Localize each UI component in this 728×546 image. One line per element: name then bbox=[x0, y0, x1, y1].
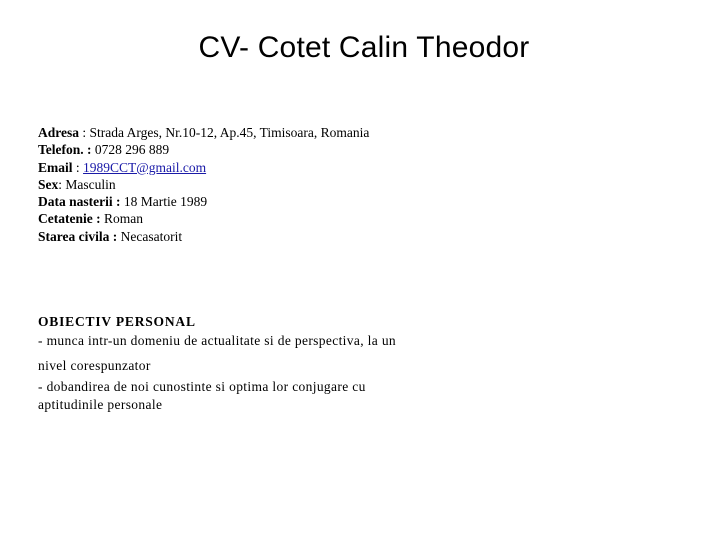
phone-value: 0728 296 889 bbox=[94, 142, 170, 158]
marital-status-row bbox=[38, 228, 678, 245]
phone-label: Telefon. : bbox=[38, 142, 92, 158]
citizenship-row bbox=[38, 210, 678, 227]
sex-label: Sex bbox=[38, 176, 59, 192]
sex-row bbox=[38, 176, 678, 193]
address-separator: : bbox=[79, 125, 90, 140]
marital-status-label: Starea civila : bbox=[38, 228, 118, 244]
objective-heading: OBIECTIV PERSONAL bbox=[38, 314, 196, 329]
birth-date-row bbox=[38, 193, 678, 210]
email-label: Email bbox=[38, 159, 73, 175]
address-value: Strada Arges, Nr.10-12, Ap.45, Timisoara, Romania bbox=[89, 125, 370, 140]
objective-line: - dobandirea de noi cunostinte si optima lor conjugare cu bbox=[38, 379, 366, 394]
address-label: Adresa bbox=[38, 125, 80, 140]
email-link[interactable]: 1989CCT@gmail.com bbox=[83, 159, 207, 175]
address-row bbox=[38, 124, 678, 141]
birth-date-label: Data nasterii : bbox=[38, 194, 121, 210]
marital-status-value: Necasatorit bbox=[120, 228, 183, 244]
objective-line: - munca intr-un domeniu de actualitate si de perspectiva, la un bbox=[38, 333, 397, 348]
sex-value: Masculin bbox=[65, 176, 116, 192]
objective-line: aptitudinile personale bbox=[38, 397, 163, 412]
birth-date-value: 18 Martie 1989 bbox=[123, 194, 208, 210]
objective-line: nivel corespunzator bbox=[38, 358, 151, 373]
citizenship-value: Roman bbox=[103, 211, 143, 227]
email-separator: : bbox=[72, 159, 84, 175]
sex-separator: : bbox=[58, 176, 66, 192]
email-row bbox=[38, 159, 678, 176]
phone-row bbox=[38, 141, 678, 158]
personal-info bbox=[38, 124, 678, 245]
citizenship-label: Cetatenie : bbox=[38, 211, 101, 227]
objective-section bbox=[38, 313, 438, 414]
document-title: CV- Cotet Calin Theodor bbox=[198, 31, 530, 64]
